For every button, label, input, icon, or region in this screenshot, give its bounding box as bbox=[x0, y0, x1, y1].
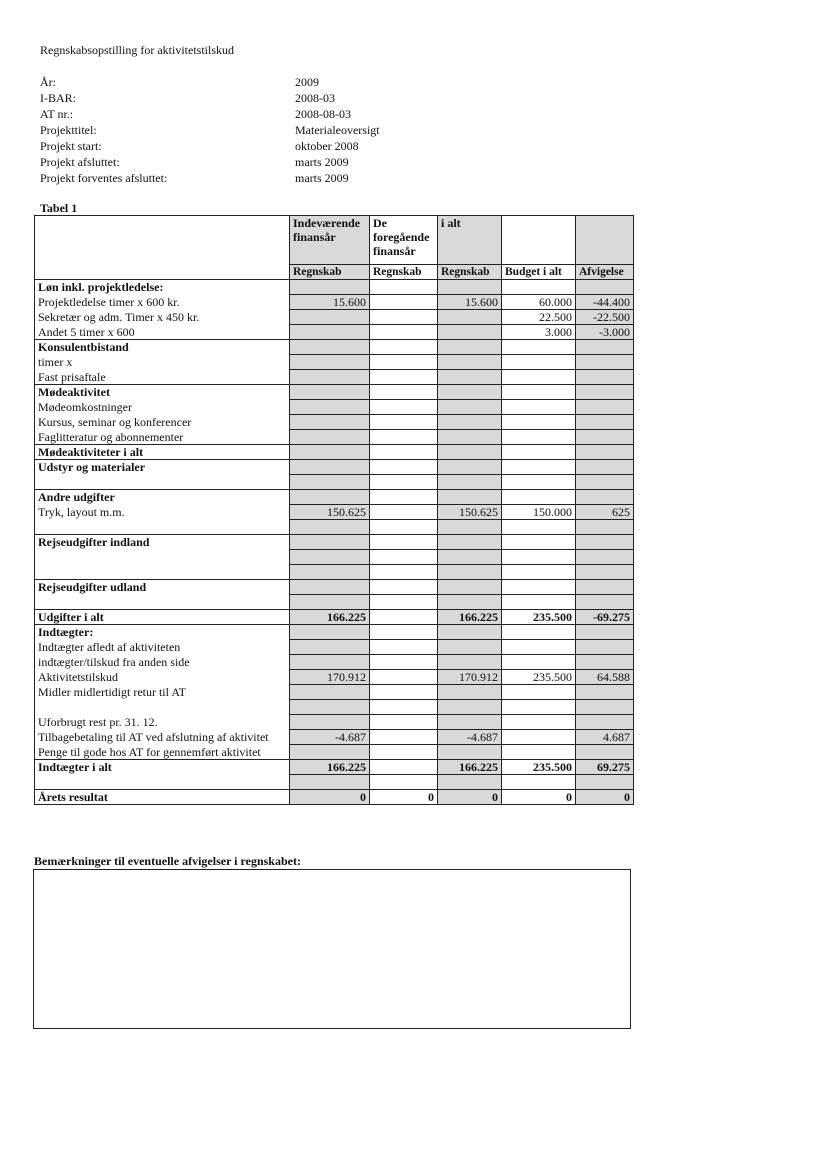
project-meta bbox=[40, 74, 380, 186]
previous-years-cell bbox=[370, 445, 438, 460]
row-label-cell: Indtægter i alt bbox=[35, 760, 290, 775]
meta-value: marts 2009 bbox=[295, 155, 349, 169]
subheader-total: Regnskab bbox=[438, 265, 502, 280]
row-label-cell bbox=[35, 550, 290, 565]
row-label-cell: Andet 5 timer x 600 bbox=[35, 325, 290, 340]
current-year-cell: -4.687 bbox=[290, 730, 370, 745]
meta-value: Materialeoversigt bbox=[295, 123, 380, 137]
budget-cell bbox=[502, 745, 576, 760]
total-cell bbox=[438, 370, 502, 385]
deviation-cell bbox=[576, 445, 634, 460]
row-label-cell: Projektledelse timer x 600 kr. bbox=[35, 295, 290, 310]
deviation-cell bbox=[576, 535, 634, 550]
budget-cell bbox=[502, 535, 576, 550]
row-label-cell: Aktivitetstilskud bbox=[35, 670, 290, 685]
current-year-cell bbox=[290, 445, 370, 460]
row-label-cell bbox=[35, 700, 290, 715]
table-row bbox=[35, 580, 634, 595]
previous-years-cell bbox=[370, 430, 438, 445]
previous-years-cell bbox=[370, 610, 438, 625]
previous-years-cell bbox=[370, 520, 438, 535]
budget-cell bbox=[502, 715, 576, 730]
total-cell: 170.912 bbox=[438, 670, 502, 685]
previous-years-cell bbox=[370, 760, 438, 775]
budget-cell bbox=[502, 340, 576, 355]
current-year-cell bbox=[290, 415, 370, 430]
meta-row bbox=[40, 138, 380, 154]
current-year-cell: 170.912 bbox=[290, 670, 370, 685]
previous-years-cell bbox=[370, 505, 438, 520]
deviation-cell: -3.000 bbox=[576, 325, 634, 340]
deviation-cell: 4.687 bbox=[576, 730, 634, 745]
previous-years-cell bbox=[370, 730, 438, 745]
budget-cell bbox=[502, 400, 576, 415]
current-year-cell bbox=[290, 700, 370, 715]
current-year-cell bbox=[290, 430, 370, 445]
budget-cell bbox=[502, 355, 576, 370]
deviation-cell bbox=[576, 580, 634, 595]
budget-cell: 235.500 bbox=[502, 670, 576, 685]
total-cell bbox=[438, 745, 502, 760]
total-cell bbox=[438, 700, 502, 715]
current-year-cell bbox=[290, 625, 370, 640]
current-year-cell bbox=[290, 775, 370, 790]
total-cell bbox=[438, 520, 502, 535]
row-label-cell: Udgifter i alt bbox=[35, 610, 290, 625]
meta-value: 2009 bbox=[295, 75, 319, 89]
row-label-cell: Uforbrugt rest pr. 31. 12. bbox=[35, 715, 290, 730]
budget-cell bbox=[502, 550, 576, 565]
current-year-cell bbox=[290, 490, 370, 505]
row-label-cell: Indtægter: bbox=[35, 625, 290, 640]
table-row bbox=[35, 640, 634, 655]
deviation-cell: -69.275 bbox=[576, 610, 634, 625]
total-cell bbox=[438, 415, 502, 430]
current-year-cell bbox=[290, 535, 370, 550]
header-current-year: Indeværende finansår bbox=[290, 216, 370, 265]
meta-row bbox=[40, 90, 380, 106]
meta-label: År: bbox=[40, 75, 56, 89]
current-year-cell bbox=[290, 355, 370, 370]
total-cell bbox=[438, 580, 502, 595]
deviation-cell bbox=[576, 775, 634, 790]
deviation-cell: 64.588 bbox=[576, 670, 634, 685]
previous-years-cell bbox=[370, 670, 438, 685]
previous-years-cell bbox=[370, 715, 438, 730]
total-cell bbox=[438, 325, 502, 340]
current-year-cell bbox=[290, 640, 370, 655]
budget-cell bbox=[502, 415, 576, 430]
deviation-cell bbox=[576, 340, 634, 355]
deviation-cell bbox=[576, 475, 634, 490]
previous-years-cell bbox=[370, 700, 438, 715]
budget-cell bbox=[502, 565, 576, 580]
budget-cell: 235.500 bbox=[502, 610, 576, 625]
total-cell bbox=[438, 640, 502, 655]
deviation-cell bbox=[576, 520, 634, 535]
deviation-cell: 0 bbox=[576, 790, 634, 805]
row-label-cell: timer x bbox=[35, 355, 290, 370]
row-label-cell: Rejseudgifter indland bbox=[35, 535, 290, 550]
budget-cell bbox=[502, 460, 576, 475]
previous-years-cell bbox=[370, 745, 438, 760]
budget-cell bbox=[502, 730, 576, 745]
table-row bbox=[35, 355, 634, 370]
previous-years-cell bbox=[370, 475, 438, 490]
deviation-cell: 69.275 bbox=[576, 760, 634, 775]
table-row bbox=[35, 685, 634, 700]
table-row bbox=[35, 475, 634, 490]
table-row bbox=[35, 715, 634, 730]
deviation-cell bbox=[576, 385, 634, 400]
budget-cell bbox=[502, 580, 576, 595]
deviation-cell bbox=[576, 400, 634, 415]
current-year-cell bbox=[290, 565, 370, 580]
current-year-cell: 166.225 bbox=[290, 610, 370, 625]
table-row bbox=[35, 325, 634, 340]
row-label-cell: Tilbagebetaling til AT ved afslutning af aktivitet bbox=[35, 730, 290, 745]
budget-cell bbox=[502, 490, 576, 505]
row-label-cell: Fast prisaftale bbox=[35, 370, 290, 385]
previous-years-cell bbox=[370, 640, 438, 655]
budget-cell: 235.500 bbox=[502, 760, 576, 775]
remarks-textarea[interactable] bbox=[33, 869, 631, 1029]
table-row bbox=[35, 370, 634, 385]
deviation-cell bbox=[576, 415, 634, 430]
table-row bbox=[35, 790, 634, 805]
total-cell bbox=[438, 355, 502, 370]
previous-years-cell bbox=[370, 685, 438, 700]
row-label-cell: Rejseudgifter udland bbox=[35, 580, 290, 595]
budget-cell bbox=[502, 445, 576, 460]
row-label-cell: Mødeomkostninger bbox=[35, 400, 290, 415]
total-cell: 166.225 bbox=[438, 760, 502, 775]
total-cell: -4.687 bbox=[438, 730, 502, 745]
total-cell bbox=[438, 445, 502, 460]
remarks-label: Bemærkninger til eventuelle afvigelser i regnskabet: bbox=[34, 854, 301, 868]
table-row bbox=[35, 430, 634, 445]
previous-years-cell bbox=[370, 655, 438, 670]
document-title: Regnskabsopstilling for aktivitetstilskud bbox=[40, 43, 234, 57]
deviation-cell bbox=[576, 745, 634, 760]
total-cell bbox=[438, 340, 502, 355]
subheader-current: Regnskab bbox=[290, 265, 370, 280]
budget-cell: 60.000 bbox=[502, 295, 576, 310]
row-label-cell: Mødeaktivitet bbox=[35, 385, 290, 400]
previous-years-cell bbox=[370, 565, 438, 580]
table-row bbox=[35, 730, 634, 745]
current-year-cell bbox=[290, 685, 370, 700]
deviation-cell bbox=[576, 460, 634, 475]
total-cell bbox=[438, 550, 502, 565]
total-cell bbox=[438, 535, 502, 550]
total-cell bbox=[438, 595, 502, 610]
table-row bbox=[35, 400, 634, 415]
current-year-cell bbox=[290, 340, 370, 355]
row-label-cell: Faglitteratur og abonnementer bbox=[35, 430, 290, 445]
row-label-cell: Midler midlertidigt retur til AT bbox=[35, 685, 290, 700]
table-row bbox=[35, 550, 634, 565]
table-row bbox=[35, 505, 634, 520]
current-year-cell bbox=[290, 385, 370, 400]
previous-years-cell bbox=[370, 400, 438, 415]
meta-label: Projekt forventes afsluttet: bbox=[40, 171, 168, 185]
total-cell bbox=[438, 715, 502, 730]
header-budget-blank bbox=[502, 216, 576, 265]
table-row bbox=[35, 445, 634, 460]
total-cell bbox=[438, 460, 502, 475]
budget-cell bbox=[502, 280, 576, 295]
table-row bbox=[35, 760, 634, 775]
deviation-cell bbox=[576, 595, 634, 610]
table-row bbox=[35, 775, 634, 790]
total-cell bbox=[438, 280, 502, 295]
deviation-cell bbox=[576, 550, 634, 565]
previous-years-cell bbox=[370, 310, 438, 325]
row-label-cell bbox=[35, 565, 290, 580]
budget-cell bbox=[502, 370, 576, 385]
budget-cell: 22.500 bbox=[502, 310, 576, 325]
table-row bbox=[35, 490, 634, 505]
budget-cell bbox=[502, 775, 576, 790]
budget-cell: 3.000 bbox=[502, 325, 576, 340]
budget-cell bbox=[502, 700, 576, 715]
total-cell: 150.625 bbox=[438, 505, 502, 520]
budget-cell bbox=[502, 640, 576, 655]
current-year-cell bbox=[290, 460, 370, 475]
budget-cell bbox=[502, 685, 576, 700]
table-row bbox=[35, 415, 634, 430]
total-cell: 0 bbox=[438, 790, 502, 805]
deviation-cell bbox=[576, 430, 634, 445]
row-label-cell bbox=[35, 775, 290, 790]
total-cell bbox=[438, 430, 502, 445]
table-row bbox=[35, 700, 634, 715]
header-total: i alt bbox=[438, 216, 502, 265]
budget-cell bbox=[502, 520, 576, 535]
deviation-cell bbox=[576, 625, 634, 640]
row-label-cell: Kursus, seminar og konferencer bbox=[35, 415, 290, 430]
previous-years-cell bbox=[370, 460, 438, 475]
current-year-cell: 150.625 bbox=[290, 505, 370, 520]
row-label-cell: Indtægter afledt af aktiviteten bbox=[35, 640, 290, 655]
table-row bbox=[35, 595, 634, 610]
previous-years-cell bbox=[370, 625, 438, 640]
previous-years-cell bbox=[370, 535, 438, 550]
deviation-cell bbox=[576, 280, 634, 295]
previous-years-cell bbox=[370, 340, 438, 355]
deviation-cell: -22.500 bbox=[576, 310, 634, 325]
meta-row bbox=[40, 106, 380, 122]
row-label-cell: Penge til gode hos AT for gennemført aktivitet bbox=[35, 745, 290, 760]
current-year-cell bbox=[290, 655, 370, 670]
table-row bbox=[35, 280, 634, 295]
meta-label: Projekt start: bbox=[40, 139, 102, 153]
deviation-cell bbox=[576, 715, 634, 730]
table-row bbox=[35, 565, 634, 580]
meta-value: 2008-08-03 bbox=[295, 107, 351, 121]
table-row bbox=[35, 310, 634, 325]
current-year-cell: 15.600 bbox=[290, 295, 370, 310]
total-cell bbox=[438, 475, 502, 490]
deviation-cell bbox=[576, 655, 634, 670]
row-label-cell: indtægter/tilskud fra anden side bbox=[35, 655, 290, 670]
total-cell: 166.225 bbox=[438, 610, 502, 625]
current-year-cell bbox=[290, 280, 370, 295]
budget-cell bbox=[502, 430, 576, 445]
current-year-cell bbox=[290, 595, 370, 610]
previous-years-cell bbox=[370, 355, 438, 370]
current-year-cell bbox=[290, 580, 370, 595]
previous-years-cell: 0 bbox=[370, 790, 438, 805]
header-deviation-blank bbox=[576, 216, 634, 265]
current-year-cell: 166.225 bbox=[290, 760, 370, 775]
meta-label: Projekttitel: bbox=[40, 123, 97, 137]
table-row bbox=[35, 745, 634, 760]
current-year-cell bbox=[290, 370, 370, 385]
meta-value: marts 2009 bbox=[295, 171, 349, 185]
previous-years-cell bbox=[370, 550, 438, 565]
deviation-cell bbox=[576, 700, 634, 715]
financial-table bbox=[34, 215, 634, 805]
row-label-cell: Sekretær og adm. Timer x 450 kr. bbox=[35, 310, 290, 325]
deviation-cell bbox=[576, 640, 634, 655]
previous-years-cell bbox=[370, 775, 438, 790]
meta-value: 2008-03 bbox=[295, 91, 335, 105]
meta-row bbox=[40, 74, 380, 90]
row-label-cell: Tryk, layout m.m. bbox=[35, 505, 290, 520]
current-year-cell bbox=[290, 520, 370, 535]
meta-row bbox=[40, 170, 380, 186]
total-cell bbox=[438, 625, 502, 640]
deviation-cell bbox=[576, 565, 634, 580]
deviation-cell bbox=[576, 370, 634, 385]
row-label-cell bbox=[35, 595, 290, 610]
budget-cell bbox=[502, 595, 576, 610]
row-label-cell bbox=[35, 475, 290, 490]
table-row bbox=[35, 460, 634, 475]
header-blank-cell bbox=[35, 216, 290, 280]
budget-cell bbox=[502, 625, 576, 640]
meta-label: AT nr.: bbox=[40, 107, 74, 121]
current-year-cell: 0 bbox=[290, 790, 370, 805]
current-year-cell bbox=[290, 475, 370, 490]
total-cell bbox=[438, 655, 502, 670]
row-label-cell bbox=[35, 520, 290, 535]
total-cell bbox=[438, 400, 502, 415]
previous-years-cell bbox=[370, 280, 438, 295]
row-label-cell: Årets resultat bbox=[35, 790, 290, 805]
table-row bbox=[35, 520, 634, 535]
table-header-row bbox=[35, 216, 634, 265]
meta-label: Projekt afsluttet: bbox=[40, 155, 120, 169]
current-year-cell bbox=[290, 550, 370, 565]
table-row bbox=[35, 340, 634, 355]
table-row bbox=[35, 625, 634, 640]
total-cell bbox=[438, 310, 502, 325]
deviation-cell bbox=[576, 685, 634, 700]
subheader-previous: Regnskab bbox=[370, 265, 438, 280]
table-row bbox=[35, 670, 634, 685]
budget-cell: 150.000 bbox=[502, 505, 576, 520]
budget-cell bbox=[502, 385, 576, 400]
table-caption: Tabel 1 bbox=[40, 201, 78, 215]
table-row bbox=[35, 385, 634, 400]
previous-years-cell bbox=[370, 295, 438, 310]
previous-years-cell bbox=[370, 580, 438, 595]
table-row bbox=[35, 535, 634, 550]
table-row bbox=[35, 655, 634, 670]
current-year-cell bbox=[290, 310, 370, 325]
table-row bbox=[35, 610, 634, 625]
previous-years-cell bbox=[370, 490, 438, 505]
budget-cell: 0 bbox=[502, 790, 576, 805]
previous-years-cell bbox=[370, 415, 438, 430]
total-cell bbox=[438, 685, 502, 700]
deviation-cell bbox=[576, 355, 634, 370]
meta-row bbox=[40, 122, 380, 138]
previous-years-cell bbox=[370, 385, 438, 400]
row-label-cell: Løn inkl. projektledelse: bbox=[35, 280, 290, 295]
meta-label: I-BAR: bbox=[40, 91, 76, 105]
total-cell bbox=[438, 385, 502, 400]
meta-value: oktober 2008 bbox=[295, 139, 359, 153]
current-year-cell bbox=[290, 715, 370, 730]
header-previous-years: De foregående finansår bbox=[370, 216, 438, 265]
meta-row bbox=[40, 154, 380, 170]
deviation-cell bbox=[576, 490, 634, 505]
budget-cell bbox=[502, 655, 576, 670]
previous-years-cell bbox=[370, 325, 438, 340]
row-label-cell: Konsulentbistand bbox=[35, 340, 290, 355]
subheader-deviation: Afvigelse bbox=[576, 265, 634, 280]
previous-years-cell bbox=[370, 595, 438, 610]
row-label-cell: Mødeaktiviteter i alt bbox=[35, 445, 290, 460]
deviation-cell: -44.400 bbox=[576, 295, 634, 310]
total-cell bbox=[438, 490, 502, 505]
current-year-cell bbox=[290, 325, 370, 340]
budget-cell bbox=[502, 475, 576, 490]
current-year-cell bbox=[290, 400, 370, 415]
total-cell: 15.600 bbox=[438, 295, 502, 310]
total-cell bbox=[438, 775, 502, 790]
subheader-budget: Budget i alt bbox=[502, 265, 576, 280]
row-label-cell: Udstyr og materialer bbox=[35, 460, 290, 475]
row-label-cell: Andre udgifter bbox=[35, 490, 290, 505]
deviation-cell: 625 bbox=[576, 505, 634, 520]
current-year-cell bbox=[290, 745, 370, 760]
previous-years-cell bbox=[370, 370, 438, 385]
table-row bbox=[35, 295, 634, 310]
total-cell bbox=[438, 565, 502, 580]
